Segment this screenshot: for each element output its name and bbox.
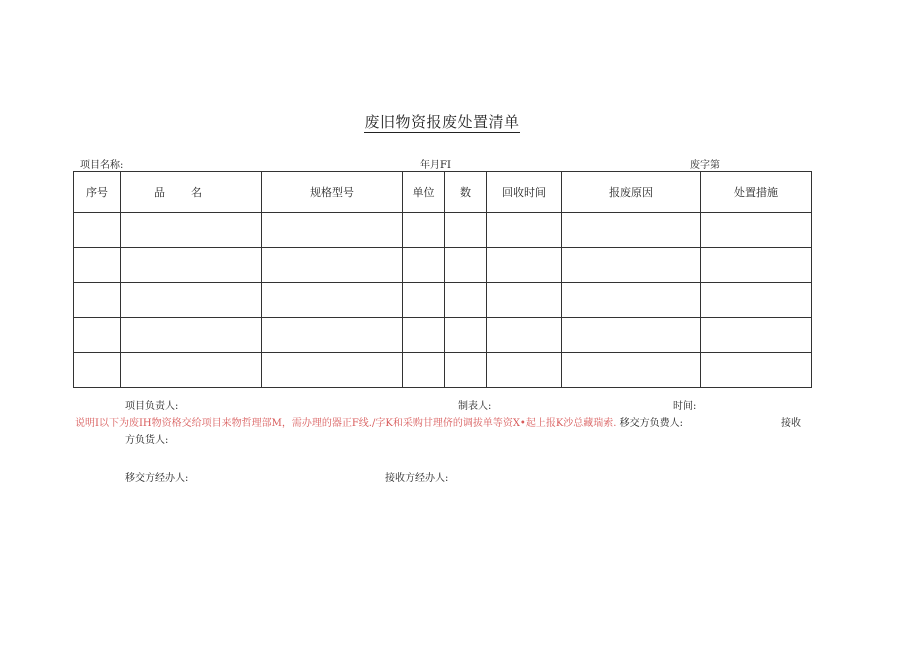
col-header-spec: 规格型号 bbox=[262, 172, 403, 213]
table-cell bbox=[701, 318, 812, 353]
table-row bbox=[74, 353, 812, 388]
receive-leader-label: 方负货人: bbox=[125, 435, 169, 446]
doc-number-label: 废字第 bbox=[690, 160, 720, 171]
table-cell bbox=[487, 248, 562, 283]
transfer-leader-label: 移交方负费人: bbox=[619, 418, 684, 429]
table-row bbox=[74, 318, 812, 353]
table-cell bbox=[445, 213, 487, 248]
table-cell bbox=[74, 248, 121, 283]
table-cell bbox=[445, 318, 487, 353]
receive-label: 接收 bbox=[781, 418, 801, 429]
table-cell bbox=[74, 353, 121, 388]
transfer-handler-label: 移交方经办人: bbox=[125, 473, 189, 484]
table-cell bbox=[445, 283, 487, 318]
table-cell bbox=[445, 248, 487, 283]
table-cell bbox=[445, 353, 487, 388]
note-text: 说明I以下为废IH物资格交给项目来物哲理部M，需办理的器正F线./字K和采购甘理侪的调拔单等资X•起上报K沙总藏瑞索. bbox=[75, 418, 617, 429]
table-cell bbox=[121, 213, 262, 248]
table-cell bbox=[262, 283, 403, 318]
table-cell bbox=[121, 318, 262, 353]
table-cell bbox=[262, 213, 403, 248]
table-cell bbox=[487, 318, 562, 353]
table-cell bbox=[487, 213, 562, 248]
col-header-recovery-time: 回收时间 bbox=[487, 172, 562, 213]
col-header-item-name: 品名 bbox=[121, 172, 262, 213]
table-row bbox=[74, 213, 812, 248]
table-cell bbox=[121, 283, 262, 318]
table-cell bbox=[487, 353, 562, 388]
disposal-table bbox=[73, 171, 812, 388]
col-header-quantity: 数 bbox=[445, 172, 487, 213]
col-header-index: 序号 bbox=[74, 172, 121, 213]
table-cell bbox=[403, 213, 445, 248]
table-cell bbox=[562, 248, 701, 283]
table-cell bbox=[262, 353, 403, 388]
project-name-label: 项目名称: bbox=[80, 160, 124, 171]
table-row bbox=[74, 248, 812, 283]
col-header-disposal-measure: 处置措施 bbox=[701, 172, 812, 213]
table-cell bbox=[487, 283, 562, 318]
table-row bbox=[74, 283, 812, 318]
table-cell bbox=[403, 353, 445, 388]
table-cell bbox=[74, 213, 121, 248]
date-label: 年月FI bbox=[420, 160, 451, 171]
table-cell bbox=[701, 248, 812, 283]
table-cell bbox=[701, 213, 812, 248]
document-title: 废旧物资报废处置清单 bbox=[364, 113, 520, 131]
table-cell bbox=[562, 353, 701, 388]
table-cell bbox=[403, 283, 445, 318]
table-cell bbox=[121, 248, 262, 283]
table-cell bbox=[562, 213, 701, 248]
table-cell bbox=[74, 318, 121, 353]
table-cell bbox=[121, 353, 262, 388]
note-line bbox=[75, 414, 683, 429]
table-cell bbox=[262, 318, 403, 353]
table-cell bbox=[562, 283, 701, 318]
table-header-row bbox=[74, 172, 812, 213]
table-cell bbox=[403, 318, 445, 353]
table-cell bbox=[403, 248, 445, 283]
col-header-unit: 单位 bbox=[403, 172, 445, 213]
col-header-scrap-reason: 报废原因 bbox=[562, 172, 701, 213]
project-leader-label: 项目负责人: bbox=[125, 401, 179, 412]
table-cell bbox=[74, 283, 121, 318]
preparer-label: 制表人: bbox=[458, 401, 492, 412]
receive-handler-label: 接收方经办人: bbox=[385, 473, 449, 484]
table-cell bbox=[562, 318, 701, 353]
table-cell bbox=[262, 248, 403, 283]
time-label: 时间: bbox=[673, 401, 697, 412]
table-cell bbox=[701, 353, 812, 388]
table-cell bbox=[701, 283, 812, 318]
